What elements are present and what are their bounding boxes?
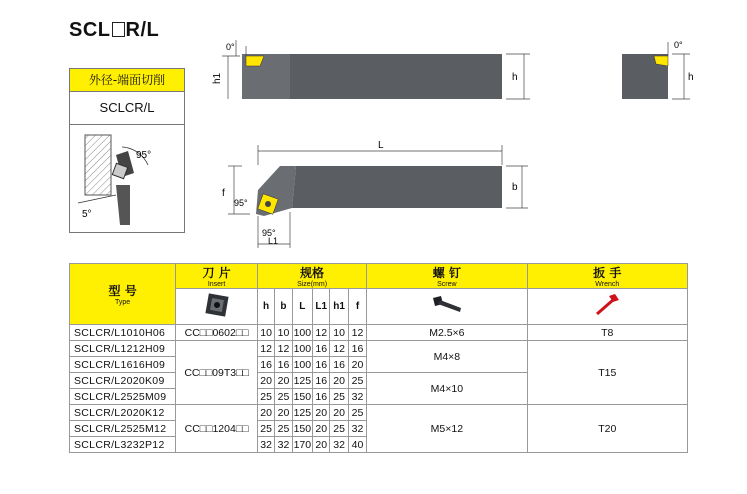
- top-view: [222, 140, 528, 248]
- dim-header-L1: L1: [313, 289, 330, 325]
- wrench-image-cell: [527, 289, 687, 325]
- table-row: SCLCR/L2020K12 CC□□1204□□ 20 20 125 20 20 25 M5×12 T20: [70, 405, 688, 421]
- dim-header-L: L: [292, 289, 312, 325]
- end-view: [622, 40, 694, 99]
- svg-text:95°: 95°: [234, 198, 248, 208]
- screw-icon: [427, 294, 467, 316]
- dim-header-h1: h1: [330, 289, 348, 325]
- insert-icon: [204, 292, 230, 318]
- svg-text:L1: L1: [268, 236, 279, 246]
- table-row: SCLCR/L1212H09 CC□□09T3□□ 12 12 100 16 12 16 M4×8 T15: [70, 341, 688, 357]
- wrench-icon: [587, 292, 627, 318]
- svg-text:95°: 95°: [136, 150, 152, 161]
- table-row: SCLCR/L2525M12 25 25 150 20 25 32: [70, 421, 688, 437]
- screw-image-cell: [367, 289, 527, 325]
- svg-text:L: L: [378, 140, 384, 151]
- panel-model: SCLCR/L: [70, 92, 184, 125]
- dim-header-f: f: [348, 289, 366, 325]
- insert-header: 刀 片 Insert: [176, 264, 258, 289]
- svg-text:h: h: [512, 72, 518, 83]
- table-row: SCLCR/L2020K09 20 20 125 16 20 25 M4×10: [70, 373, 688, 389]
- insert-image-cell: [176, 289, 258, 325]
- spec-table: [69, 263, 688, 453]
- svg-text:h1: h1: [212, 72, 223, 84]
- svg-text:95°: 95°: [262, 228, 276, 238]
- side-view: [212, 40, 530, 99]
- panel-header: 外径-端面切削: [70, 69, 184, 92]
- svg-text:0°: 0°: [674, 40, 683, 50]
- svg-text:f: f: [222, 188, 225, 199]
- wrench-header: 扳 手 Wrench: [527, 264, 687, 289]
- svg-text:b: b: [512, 182, 518, 193]
- svg-text:h: h: [688, 72, 694, 83]
- dim-header-b: b: [275, 289, 292, 325]
- table-row: SCLCR/L3232P12 32 32 170 20 32 40: [70, 437, 688, 453]
- table-row: SCLCR/L1010H06 CC□□0602□□ 10 10 100 12 10 12 M2.5×6 T8: [70, 325, 688, 341]
- svg-text:0°: 0°: [226, 42, 235, 52]
- table-row: SCLCR/L1616H09 16 16 100 16 16 20: [70, 357, 688, 373]
- size-header: 规格 Size(mm): [257, 264, 366, 289]
- svg-text:5°: 5°: [82, 209, 92, 220]
- dim-header-h: h: [257, 289, 274, 325]
- table-row: SCLCR/L2525M09 25 25 150 16 25 32: [70, 389, 688, 405]
- type-header: 型 号 Type: [70, 264, 176, 325]
- page-title: SCL R/L: [69, 19, 160, 41]
- screw-header: 螺 钉 Screw: [367, 264, 527, 289]
